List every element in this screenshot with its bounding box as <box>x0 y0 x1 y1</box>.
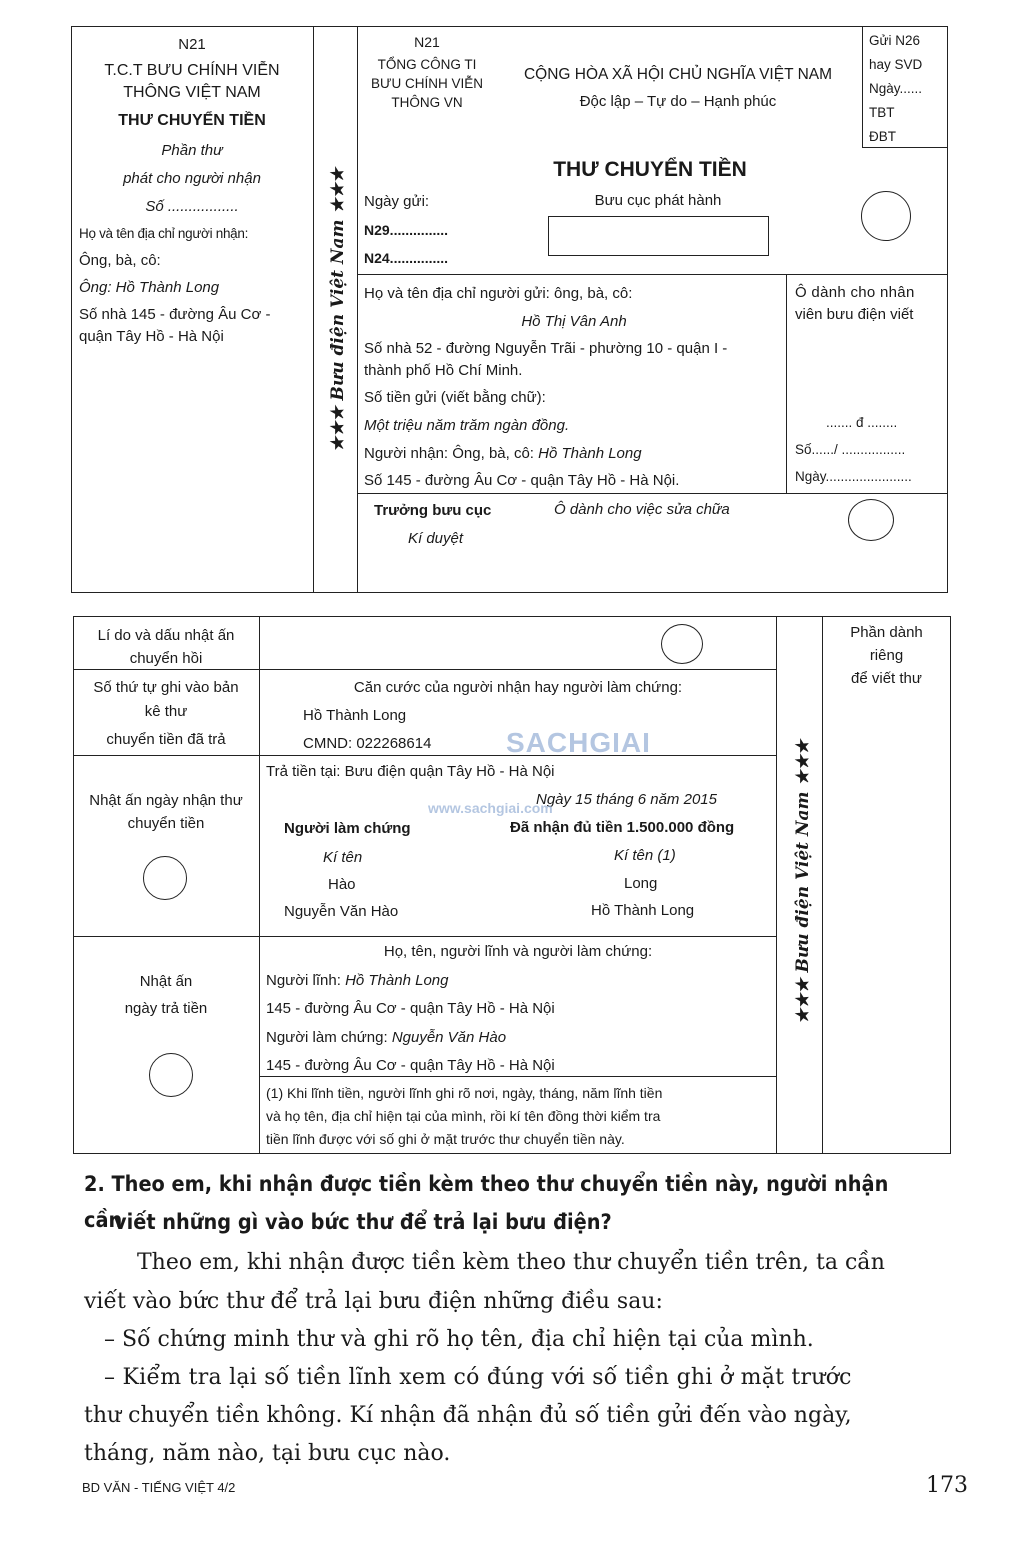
witness2-label: Người làm chứng: <box>266 1029 388 1046</box>
send-line2: hay SVD <box>869 57 923 72</box>
reason-label-line2: chuyển hồi <box>129 650 203 667</box>
recipient-name: Hồ Thành Long <box>538 445 642 462</box>
send-line4: TBT <box>869 105 895 120</box>
stub-title: THƯ CHUYỂN TIỀN <box>118 112 266 129</box>
band-label-top: ★★★ Bưu điện Việt Nam ★★★ <box>328 167 348 453</box>
staff-box-divider <box>786 274 787 494</box>
received-amount-label: Đã nhận đủ tiền 1.500.000 đồng <box>510 819 735 836</box>
private-label-line2: riêng <box>869 647 904 664</box>
sender-label: Họ và tên địa chỉ người gửi: ông, bà, cô: <box>364 285 633 302</box>
question-line1: 2. Theo em, khi nhận được tiền kèm theo thư chuyển tiền này, người nhận cần <box>84 1172 889 1232</box>
id-number: CMND: 022268614 <box>303 735 432 752</box>
witness-sign-label: Kí tên <box>323 849 363 866</box>
recipient-line <box>364 445 642 463</box>
header-org-line1: TỔNG CÔNG TI <box>377 57 477 72</box>
stub-divider <box>313 26 314 593</box>
staff-date: Ngày....................... <box>795 469 912 484</box>
note-line1: (1) Khi lĩnh tiền, người lĩnh ghi rõ nơi, ngày, tháng, năm lĩnh tiền <box>266 1085 663 1101</box>
watermark-url: www.sachgiai.com <box>428 800 553 816</box>
stub-address-line2: quận Tây Hồ - Hà Nội <box>79 328 224 345</box>
witness-label: Người làm chứng <box>284 820 411 837</box>
receiver-full-name: Hồ Thành Long <box>591 902 695 919</box>
date-sent-label: Ngày gửi: <box>364 193 430 210</box>
answer-line2: viết vào bức thư để trả lại bưu điện những điều sau: <box>84 1289 663 1314</box>
reason-label-line1: Lí do và dấu nhật ấn <box>97 627 235 644</box>
watermark-logo: SACHGIAI <box>506 727 651 758</box>
staff-box-label-line1: Ô dành cho nhân <box>795 284 915 301</box>
payee-line <box>266 972 449 990</box>
header-org-line3: THÔNG VN <box>391 95 463 110</box>
stamp-circle-top <box>861 191 911 241</box>
amount-label: Số tiền gửi (viết bằng chữ): <box>364 389 546 406</box>
staff-box-bottom <box>357 493 948 494</box>
stub-part-line2: phát cho người nhận <box>123 170 261 187</box>
paid-at: Trả tiền tại: Bưu điện quận Tây Hồ - Hà Nội <box>266 763 555 780</box>
national-motto: Độc lập – Tự do – Hạnh phúc <box>579 93 777 110</box>
payee-address: 145 - đường Âu Cơ - quận Tây Hồ - Hà Nội <box>266 1000 555 1017</box>
band-label-bottom: ★★★ Bưu điện Việt Nam ★★★ <box>793 739 813 1025</box>
band-left-divider <box>776 616 777 1154</box>
band-right-divider <box>822 616 823 1154</box>
stub-org-line1: T.C.T BƯU CHÍNH VIỄN <box>104 62 280 79</box>
issuing-office-label: Bưu cục phát hành <box>594 192 722 209</box>
note-line2: và họ tên, địa chỉ hiện tại của mình, rồi kí tên đồng thời kiểm tra <box>266 1108 661 1124</box>
answer-line5: thư chuyển tiền không. Kí nhận đã nhận đủ số tiền gửi đến vào ngày, <box>84 1403 852 1428</box>
answer-line4: – Kiểm tra lại số tiền lĩnh xem có đúng với số tiền ghi ở mặt trước <box>104 1365 852 1390</box>
witness2-name: Nguyễn Văn Hào <box>391 1029 507 1046</box>
header-org-line2: BƯU CHÍNH VIỄN <box>370 76 484 91</box>
footer-book-title: BD VĂN - TIẾNG VIỆT 4/2 <box>82 1480 236 1495</box>
band-divider <box>357 26 358 593</box>
approved-label: Kí duyệt <box>408 530 464 547</box>
row3-bottom <box>73 936 776 937</box>
private-label-line1: Phần dành <box>850 624 923 641</box>
stub-recipient-label: Họ và tên địa chỉ người nhận: <box>79 226 249 241</box>
recipient-label: Người nhận: Ông, bà, cô: <box>364 445 534 462</box>
id-name: Hồ Thành Long <box>303 707 407 724</box>
note-line3: tiền lĩnh được với số ghi ở mặt trước thư chuyển tiền này. <box>266 1131 625 1147</box>
sender-section-top <box>357 274 948 275</box>
page-number: 173 <box>926 1473 968 1498</box>
names-label: Họ, tên, người lĩnh và người làm chứng: <box>383 943 653 960</box>
witness-signature: Hào <box>328 876 356 893</box>
note-top <box>259 1076 776 1077</box>
stub-number: Số ................. <box>145 198 239 215</box>
stamp-circle-received <box>143 856 187 900</box>
id-label: Căn cước của người nhận hay người làm chứng: <box>353 679 683 696</box>
stub-part-line1: Phần thư <box>161 142 223 159</box>
staff-amount: ....... đ ........ <box>826 415 898 430</box>
order-label-line2: kê thư <box>144 703 188 720</box>
stub-address-line1: Số nhà 145 - đường Âu Cơ - <box>79 306 271 323</box>
correction-box-label: Ô dành cho việc sửa chữa <box>554 501 730 518</box>
stamp-received-label-line2: chuyển tiền <box>127 815 205 832</box>
staff-box-label-line2: viên bưu điện viết <box>795 306 914 323</box>
send-line5: ĐBT <box>869 129 896 144</box>
stub-org-line2: THÔNG VIỆT NAM <box>123 84 261 101</box>
stub-recipient-name: Ông: Hồ Thành Long <box>79 279 220 296</box>
sender-address-line2: thành phố Hồ Chí Minh. <box>364 362 523 379</box>
witness2-line <box>266 1029 506 1047</box>
n24-field: N24............... <box>364 250 449 266</box>
country-name: CỘNG HÒA XÃ HỘI CHỦ NGHĨA VIỆT NAM <box>523 66 833 83</box>
payee-label: Người lĩnh: <box>266 972 341 989</box>
stub-code: N21 <box>178 36 206 53</box>
recipient-address: Số 145 - đường Âu Cơ - quận Tây Hồ - Hà Nội. <box>364 472 680 489</box>
sender-name: Hồ Thị Vân Anh <box>521 313 627 330</box>
answer-line3: – Số chứng minh thư và ghi rõ họ tên, địa chỉ hiện tại của mình. <box>104 1327 814 1352</box>
n29-field: N29............... <box>364 222 449 238</box>
amount-in-words: Một triệu năm trăm ngàn đồng. <box>364 417 570 434</box>
witness-full-name: Nguyễn Văn Hào <box>284 903 399 920</box>
stamp-circle-correction <box>848 499 894 541</box>
private-label-line3: để viết thư <box>851 670 922 687</box>
stamp-paid-label-line2: ngày trả tiền <box>124 1000 208 1017</box>
receiver-signature: Long <box>624 875 658 892</box>
answer-line1: Theo em, khi nhận được tiền kèm theo thư chuyển tiền trên, ta cần <box>137 1250 885 1275</box>
stamp-circle-paid <box>149 1053 193 1097</box>
paid-date: Ngày 15 tháng 6 năm 2015 <box>536 791 717 808</box>
sender-address-line1: Số nhà 52 - đường Nguyễn Trãi - phường 10 - quận I - <box>364 340 728 357</box>
stamp-circle-reason <box>661 624 703 664</box>
chief-label: Trưởng bưu cục <box>374 502 492 519</box>
send-line1: Gửi N26 <box>869 33 921 48</box>
send-line3: Ngày...... <box>869 81 923 96</box>
payee-name: Hồ Thành Long <box>345 972 449 989</box>
header-code: N21 <box>414 34 440 50</box>
stub-salutation: Ông, bà, cô: <box>79 252 161 269</box>
answer-line6: tháng, năm nào, tại bưu cục nào. <box>84 1441 451 1466</box>
witness2-address: 145 - đường Âu Cơ - quận Tây Hồ - Hà Nội <box>266 1057 555 1074</box>
form-title: THƯ CHUYỂN TIỀN <box>553 158 747 181</box>
row2-bottom <box>73 755 776 756</box>
stamp-paid-label-line1: Nhật ấn <box>139 973 193 990</box>
issuing-office-box <box>548 216 769 256</box>
staff-number: Số....../ ................. <box>795 442 906 457</box>
row1-bottom <box>73 669 776 670</box>
stamp-received-label-line1: Nhật ấn ngày nhận thư <box>89 792 243 809</box>
order-label-line3: chuyển tiền đã trả <box>106 731 226 748</box>
receiver-sign-label: Kí tên (1) <box>614 847 676 864</box>
question-line2: viết những gì vào bức thư để trả lại bưu điện? <box>114 1210 612 1234</box>
order-label-line1: Số thứ tự ghi vào bản <box>93 679 239 696</box>
